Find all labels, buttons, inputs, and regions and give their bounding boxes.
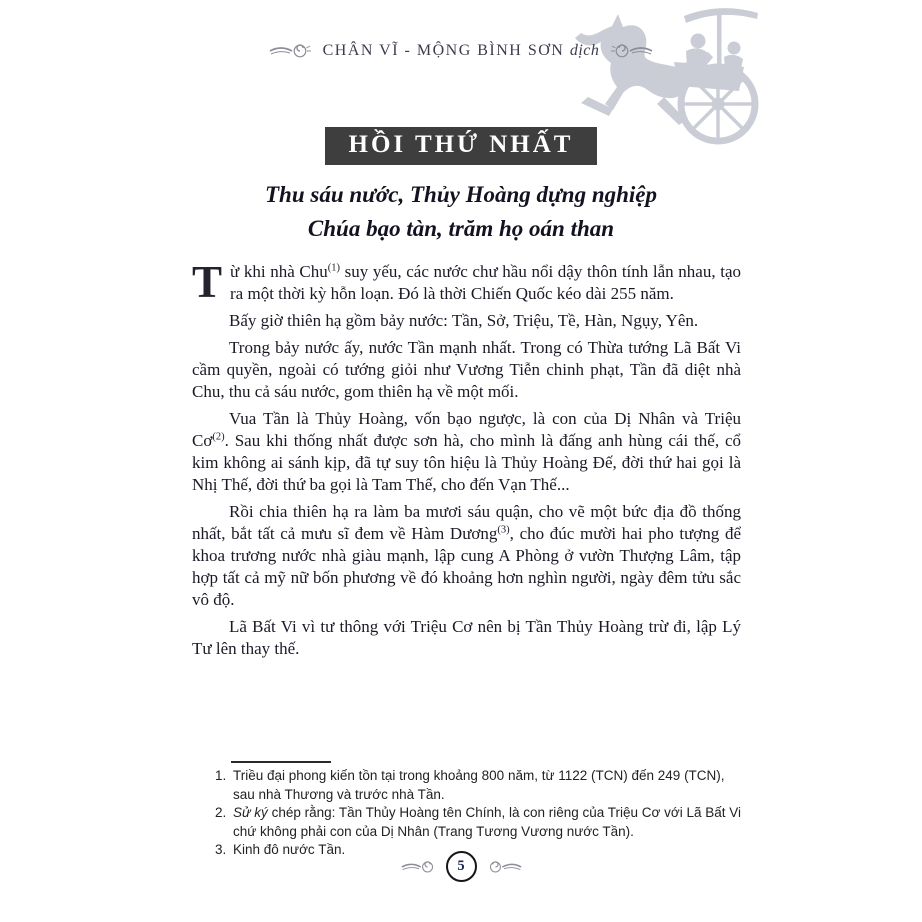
paragraph-6: Lã Bất Vi vì tư thông với Triệu Cơ nên bị Tần Thủy Hoàng trừ đi, lập Lý Tư lên thay thế. bbox=[192, 617, 741, 658]
chapter-banner-row bbox=[0, 127, 922, 165]
flourish-right-icon bbox=[611, 43, 653, 59]
chapter-banner: HỒI THỨ NHẤT bbox=[325, 127, 598, 165]
footnote-ref-2: (2) bbox=[212, 431, 225, 443]
paragraph-1-lead: ừ khi nhà Chu bbox=[230, 262, 328, 281]
footnote-3-number: 3. bbox=[215, 842, 227, 857]
footnote-1-text: Triều đại phong kiến tồn tại trong khoảng 800 năm, từ 1122 (TCN) đến 249 (TCN), sau nhà Thương và trước nhà Tần. bbox=[233, 768, 725, 802]
paragraph-1 bbox=[192, 257, 741, 307]
footer-flourish-left-icon bbox=[401, 860, 437, 874]
footnote-1-number: 1. bbox=[215, 768, 227, 783]
paragraph-5 bbox=[192, 501, 741, 611]
footnote-2-text bbox=[233, 804, 742, 841]
footnotes bbox=[215, 767, 742, 860]
footnote-2-rest: chép rằng: Tần Thủy Hoàng tên Chính, là con riêng của Triệu Cơ với Lã Bất Vi chứ không phải con của Dị Nhân (Trang Tương Vương nước Tần). bbox=[233, 805, 742, 839]
footnote-2-number: 2. bbox=[215, 805, 227, 820]
running-head-text: CHÂN VĨ - MỘNG BÌNH SƠN bbox=[322, 42, 565, 59]
paragraph-1-rest: suy yếu, các nước chư hầu nổi dậy thôn tính lẫn nhau, tạo ra một thời kỳ hỗn loạn. Đó là thời Chiến Quốc kéo dài 255 năm. bbox=[230, 262, 741, 303]
running-head bbox=[0, 42, 922, 60]
paragraph-5-lead: Rồi chia thiên hạ ra làm ba mươi sáu quận, cho vẽ một bức địa đồ thống nhất, bắt tất cả mưu sĩ đem về Hàm Dương bbox=[192, 502, 741, 543]
chapter-subtitle bbox=[0, 178, 922, 246]
footnote-2 bbox=[215, 804, 742, 841]
page-number-badge: 5 bbox=[446, 851, 477, 882]
page-footer bbox=[0, 851, 922, 882]
body-text bbox=[192, 257, 741, 665]
footnote-ref-1: (1) bbox=[327, 262, 340, 274]
footnote-2-italic-title: Sử ký bbox=[233, 805, 268, 820]
paragraph-4-rest: . Sau khi thống nhất được sơn hà, cho mình là đấng anh hùng cái thế, cổ kim không ai sánh kịp, đã tự suy tôn hiệu là Thủy Hoàng Đế, đời thứ hai gọi là Nhị Thế, đời thứ ba gọi là Tam Thế, cho đến Vạn Thế... bbox=[192, 431, 741, 494]
running-head-translator-label: dịch bbox=[569, 42, 600, 59]
running-head-title bbox=[323, 42, 600, 60]
footer-flourish-right-icon bbox=[486, 860, 522, 874]
footnote-separator bbox=[231, 761, 331, 763]
drop-cap: T bbox=[192, 257, 223, 307]
paragraph-5-rest: , cho đúc mười hai pho tượng để khoa trương nước nhà giàu mạnh, lập cung A Phòng ở vườn Thượng Lâm, tập hợp tất cả mỹ nữ bốn phương về đó khoảng hơn nghìn người, ngày đêm tửu sắc vô độ. bbox=[192, 524, 741, 609]
paragraph-2: Bấy giờ thiên hạ gồm bảy nước: Tần, Sở, Triệu, Tề, Hàn, Ngụy, Yên. bbox=[229, 311, 699, 330]
flourish-left-icon bbox=[269, 43, 311, 59]
paragraph-3: Trong bảy nước ấy, nước Tần mạnh nhất. Trong có Thừa tướng Lã Bất Vi cầm quyền, ngoài có tướng giỏi như Vương Tiễn chinh phạt, Tần đã diệt nhà Chu, thu cả sáu nước, gom thiên hạ về một mối. bbox=[192, 338, 741, 401]
footnote-ref-3: (3) bbox=[497, 524, 510, 536]
subtitle-line-2: Chúa bạo tàn, trăm họ oán than bbox=[307, 216, 615, 241]
footnote-3-text: Kinh đô nước Tần. bbox=[233, 842, 346, 857]
paragraph-4 bbox=[192, 408, 741, 496]
footnote-1 bbox=[215, 767, 742, 804]
subtitle-line-1: Thu sáu nước, Thủy Hoàng dựng nghiệp bbox=[264, 182, 658, 207]
paragraph-4-lead: Vua Tần là Thủy Hoàng, vốn bạo ngược, là con của Dị Nhân và Triệu Cơ bbox=[192, 409, 741, 450]
